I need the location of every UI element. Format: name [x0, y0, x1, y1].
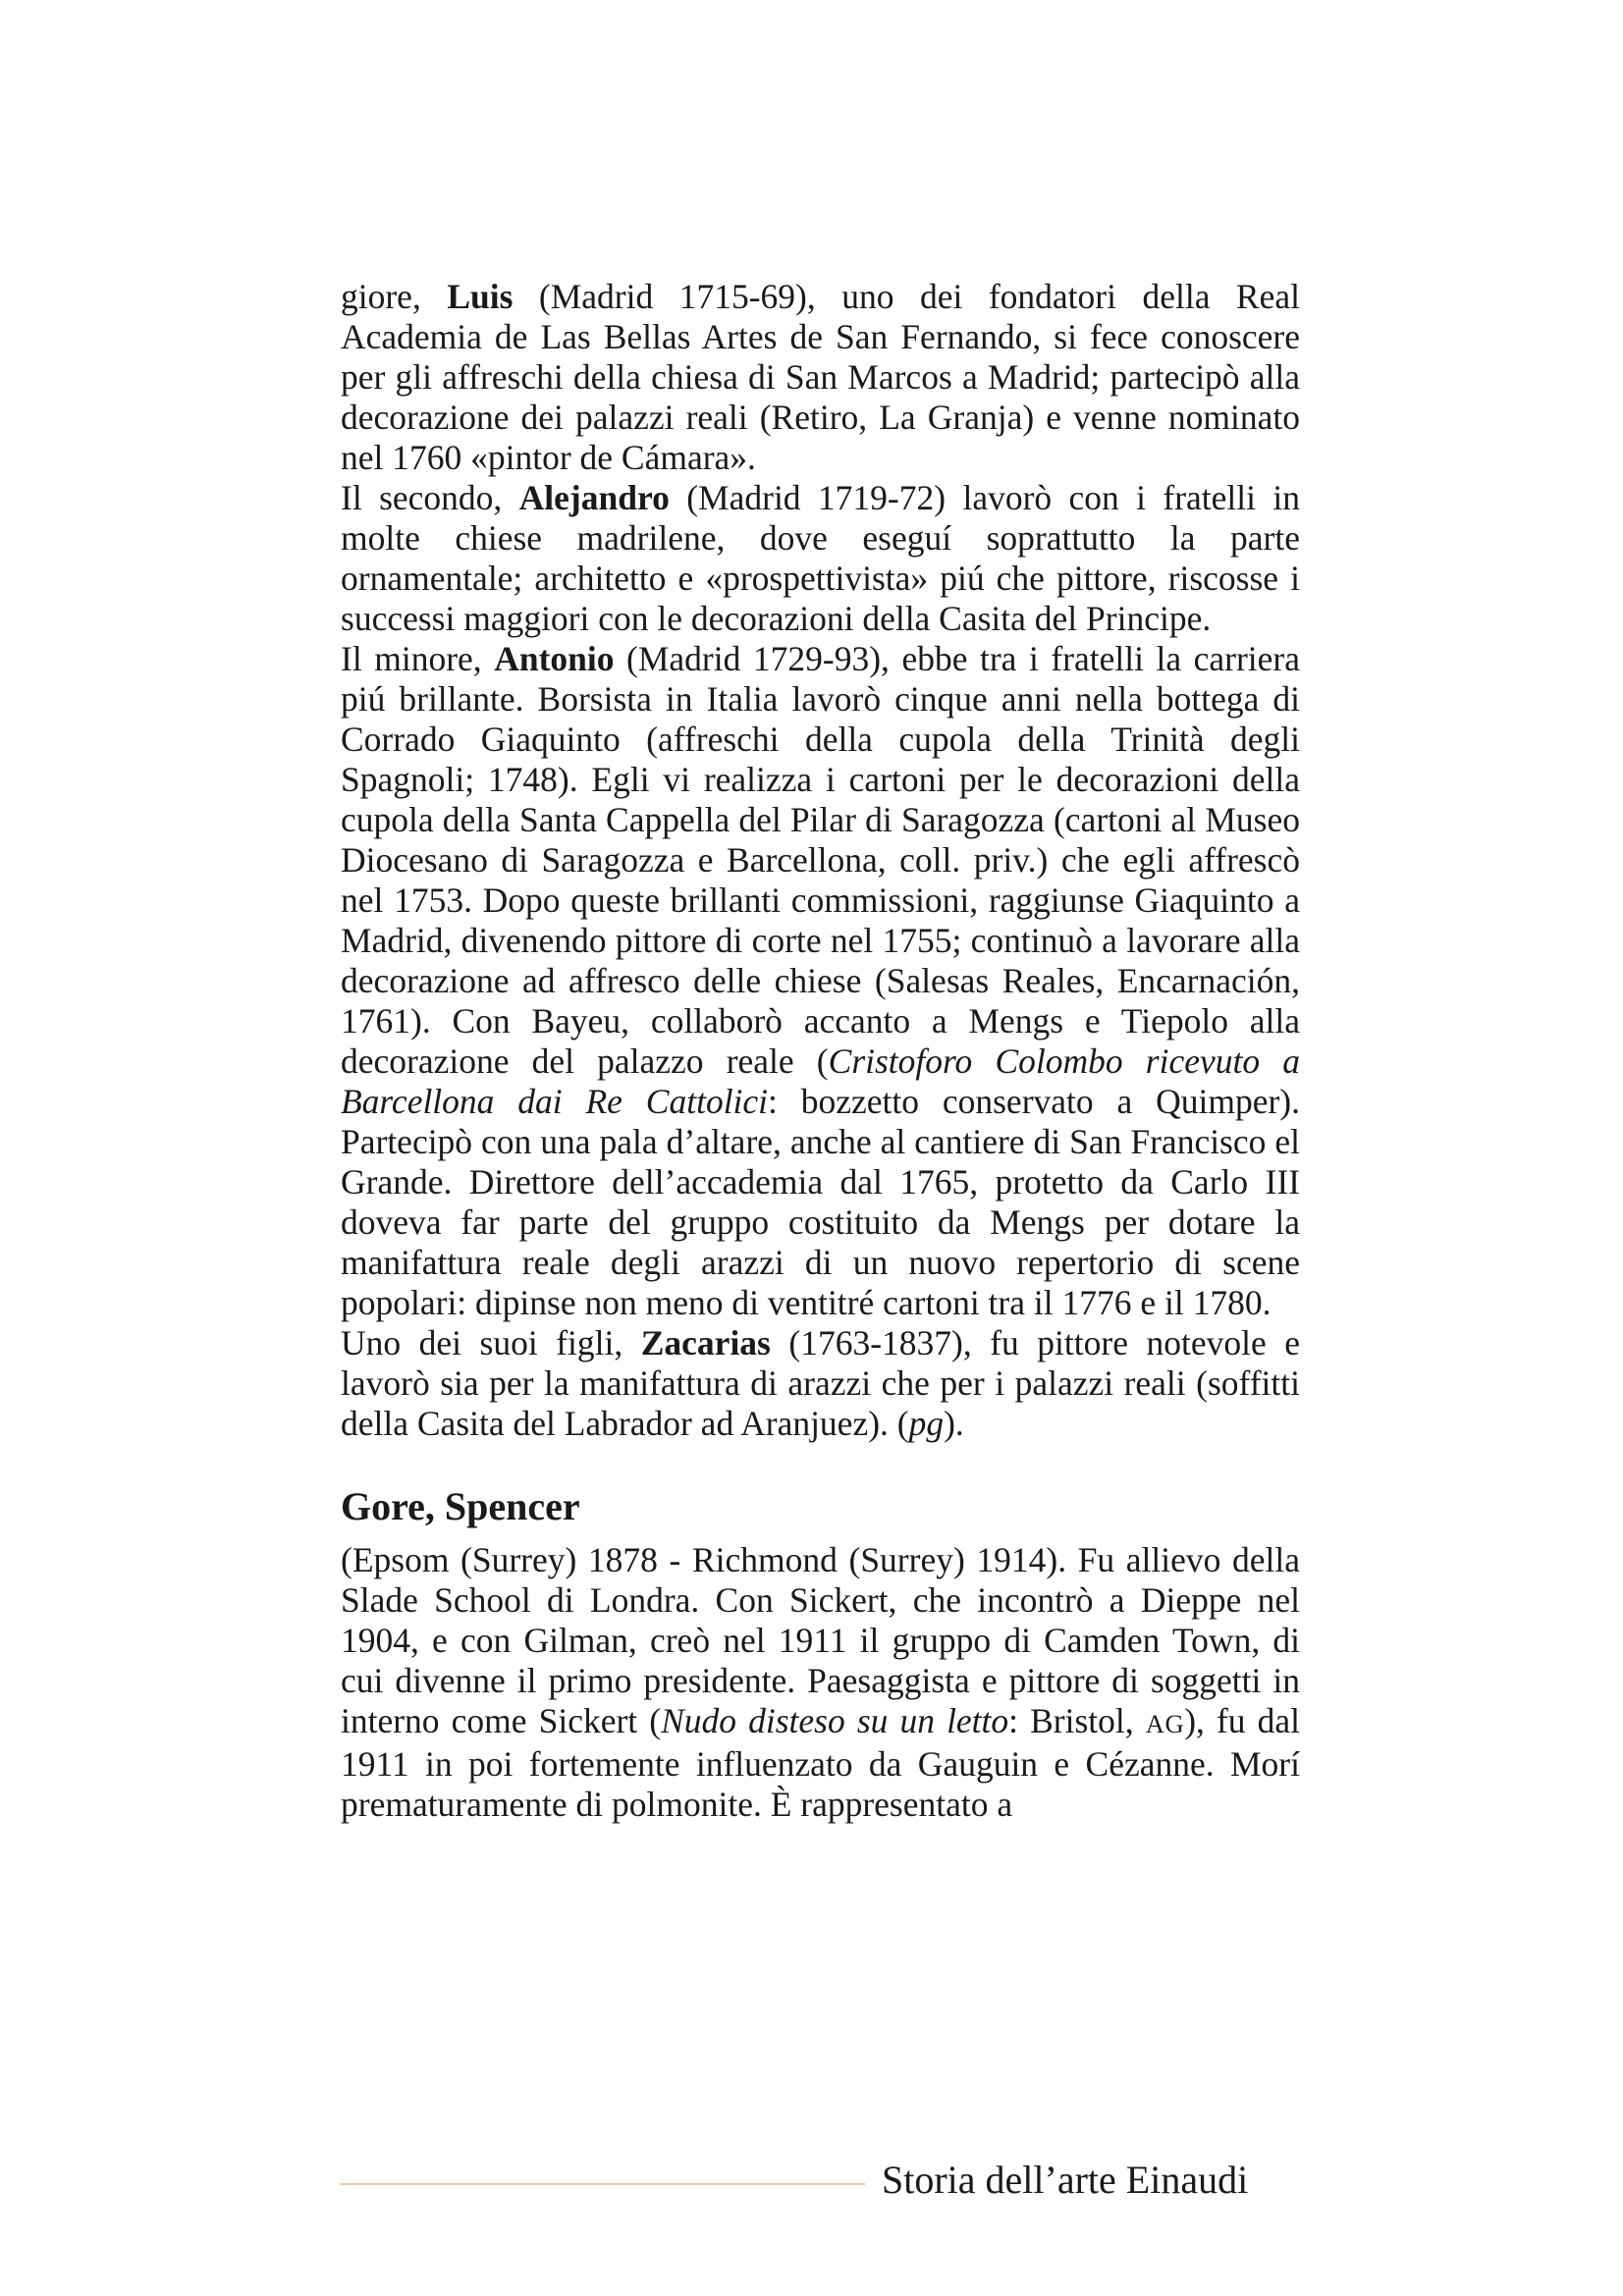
alejandro-text: (Madrid 1719-72) lavorò con i fratelli in molte chiese madrilene, dove eseguí soprattutto la parte ornamentale; architetto e «prospettivista» piú che pittore, riscosse i successi maggiori con le decorazioni della Casita del Principe. — [341, 478, 1300, 638]
alejandro-lead: Il secondo, — [341, 478, 519, 517]
luis-lead: giore, — [341, 277, 448, 316]
text-column — [341, 277, 1300, 1825]
name-antonio: Antonio — [494, 639, 615, 678]
author-initials: pg — [908, 1404, 945, 1443]
antonio-text-1: (Madrid 1729-93), ebbe tra i fratelli la carriera piú brillante. Borsista in Italia lavorò cinque anni nella bottega di Corrado Giaquinto (affreschi della cupola della Trinità degli Spagnoli; 1748). Egli vi realizza i cartoni per le decorazioni della cupola della Santa Cappella del Pilar di Saragozza (cartoni al Museo Diocesano di Saragozza e Barcellona, coll. priv.) che egli affrescò nel 1753. Dopo queste brillanti commissioni, raggiunse Giaquinto a Madrid, divenendo pittore di corte nel 1755; continuò a lavorare alla decorazione ad affresco delle chiese (Salesas Reales, Encarnación, 1761). Con Bayeu, collaborò accanto a Mengs e Tiepolo alla decorazione del palazzo reale ( — [341, 639, 1300, 1081]
name-luis: Luis — [447, 277, 514, 316]
museum-abbr: AG — [1145, 1709, 1185, 1738]
artwork-title-colombo: Cristoforo Colombo ricevuto a Barcellona dai Re Cattolici — [341, 1041, 1300, 1121]
name-zacarias: Zacarias — [640, 1323, 771, 1362]
paragraph-zacarias — [341, 1323, 1300, 1444]
paragraph-alejandro — [341, 478, 1300, 639]
gore-text-3: ), fu dal 1911 in poi fortemente influenzato da Gauguin e Cézanne. Morí prematuramente di polmonite. È rappresentato a — [341, 1701, 1301, 1824]
antonio-text-2: : bozzetto conservato a Quimper). Partecipò con una pala d’altare, anche al cantiere di San Francisco el Grande. Direttore dell’accademia dal 1765, protetto da Carlo III doveva far parte del gruppo costituito da Mengs per dotare la manifattura reale degli arazzi di un nuovo repertorio di scene popolari: dipinse non meno di ventitré cartoni tra il 1776 e il 1780. — [341, 1082, 1300, 1322]
paragraph-antonio — [341, 639, 1300, 1323]
paragraph-gore — [341, 1540, 1300, 1825]
zacarias-end: ). — [944, 1404, 964, 1443]
name-alejandro: Alejandro — [518, 478, 670, 517]
antonio-lead: Il minore, — [341, 639, 495, 678]
footer-title: Storia dell’arte Einaudi — [882, 2158, 1249, 2202]
gore-text-1: (Epsom (Surrey) 1878 - Richmond (Surrey) 1914). Fu allievo della Slade School di Londra. Con Sickert, che incontrò a Dieppe nel 1904, e con Gilman, creò nel 1911 il gruppo di Camden Town, di cui divenne il primo presidente. Paesaggista e pittore di soggetti in interno come Sickert ( — [341, 1540, 1300, 1740]
paragraph-luis — [341, 277, 1300, 478]
gore-text-2: : Bristol, — [1008, 1701, 1146, 1740]
footer-divider — [341, 2183, 865, 2185]
entry-heading-gore: Gore, Spencer — [341, 1484, 580, 1528]
artwork-title-nudo: Nudo disteso su un letto — [661, 1701, 1009, 1740]
luis-text: (Madrid 1715-69), uno dei fondatori della Real Academia de Las Bellas Artes de San Fernando, si fece conoscere per gli affreschi della chiesa di San Marcos a Madrid; partecipò alla decorazione dei palazzi reali (Retiro, La Granja) e venne nominato nel 1760 «pintor de Cámara». — [341, 277, 1300, 477]
zacarias-lead: Uno dei suoi figli, — [341, 1323, 641, 1362]
zacarias-text: (1763-1837), fu pittore notevole e lavorò sia per la manifattura di arazzi che per i palazzi reali (soffitti della Casita del Labrador ad Aranjuez). ( — [341, 1323, 1300, 1443]
